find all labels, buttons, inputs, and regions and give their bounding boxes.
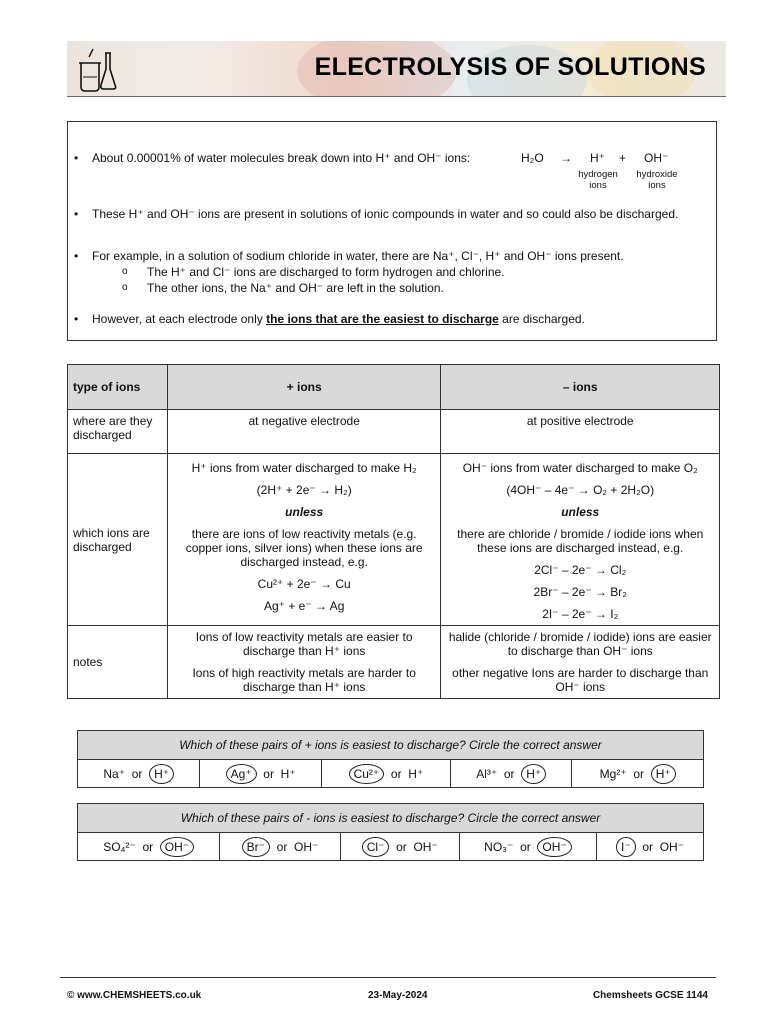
answer-option-a[interactable]: Al³⁺ — [476, 766, 498, 781]
cell: Ions of low reactivity metals are easier to discharge than H⁺ ions Ions of high reactivity metals are harder to discharge than H⁺ ions — [167, 626, 441, 699]
intro-bullet-4: • However, at each electrode only the ions that are the easiest to discharge are discharged. — [74, 312, 585, 326]
eq-plus: + — [619, 151, 627, 165]
row-label: notes — [68, 626, 168, 699]
emphasis-text: the ions that are the easiest to discharge — [266, 312, 499, 326]
header-banner — [67, 41, 726, 97]
eq-product-h: H⁺ — [590, 151, 605, 165]
footer-date: 23-May-2024 — [368, 990, 428, 1001]
answer-option-b[interactable]: OH⁻ — [659, 839, 685, 854]
answer-option-pair[interactable] — [340, 833, 459, 861]
question-negative-ions — [77, 803, 704, 861]
answer-option-a[interactable]: I⁻ — [616, 837, 636, 857]
header-minus-ions: – ions — [441, 365, 720, 410]
or-text: or — [497, 766, 522, 781]
header-type: type of ions — [68, 365, 168, 410]
answer-option-a[interactable]: Mg²⁺ — [599, 766, 627, 781]
eq-product-oh: OH⁻ — [644, 151, 669, 165]
answer-option-a[interactable]: Cl⁻ — [362, 837, 390, 857]
answer-option-b[interactable]: H⁺ — [521, 764, 546, 784]
answer-option-b[interactable]: H⁺ — [149, 764, 174, 784]
answer-option-a[interactable]: Na⁺ — [103, 766, 126, 781]
answer-option-pair[interactable] — [597, 833, 704, 861]
eq-arrow: → — [560, 151, 572, 165]
page-title: ELECTROLYSIS OF SOLUTIONS — [314, 53, 706, 81]
question-positive-ions — [77, 730, 704, 788]
answer-option-b[interactable]: H⁺ — [408, 766, 424, 781]
table-header-row — [68, 365, 720, 410]
table-row — [68, 410, 720, 454]
footer-divider — [60, 977, 716, 978]
label-hydrogen-ions: hydrogen ions — [578, 169, 618, 191]
answer-option-pair[interactable] — [78, 760, 200, 788]
answer-option-b[interactable]: OH⁻ — [294, 839, 319, 854]
answer-option-pair[interactable] — [459, 833, 596, 861]
answer-option-pair[interactable] — [200, 760, 321, 788]
footer-copyright: © www.CHEMSHEETS.co.uk — [67, 990, 202, 1001]
footer-code: Chemsheets GCSE 1144 — [592, 990, 708, 1001]
cell: at positive electrode — [441, 410, 720, 454]
cell: OH⁻ ions from water discharged to make O₂ (4OH⁻ – 4e⁻ → O₂ + 2H₂O) unless there are chloride / bromide / iodide ions when these ions are discharged instead, e.g. 2Cl⁻ – 2e⁻ → Cl₂ 2Br⁻ – 2e⁻ → Br₂ 2I⁻ – 2e⁻ → I₂ — [441, 454, 720, 626]
eq-reactant: H₂O — [521, 151, 544, 165]
or-text: or — [626, 766, 651, 781]
answer-option-pair[interactable] — [78, 833, 220, 861]
answer-option-b[interactable]: H⁺ — [651, 764, 676, 784]
answer-option-pair[interactable] — [572, 760, 704, 788]
intro-bullet-1: • About 0.00001% of water molecules break down into H⁺ and OH⁻ ions: — [74, 151, 471, 165]
question-prompt: Which of these pairs of - ions is easiest to discharge? Circle the correct answer — [78, 804, 704, 833]
answer-option-a[interactable]: Ag⁺ — [226, 764, 257, 784]
answer-option-b[interactable]: OH⁻ — [160, 837, 194, 857]
header-plus-ions: + ions — [167, 365, 441, 410]
or-text: or — [635, 839, 660, 854]
or-text: or — [135, 839, 160, 854]
or-text: or — [269, 839, 294, 854]
intro-sub-2: o The other ions, the Na⁺ and OH⁻ are left in the solution. — [122, 281, 444, 295]
table-row — [68, 454, 720, 626]
label-hydroxide-ions: hydroxide ions — [636, 169, 678, 191]
row-label: where are they discharged — [68, 410, 168, 454]
answer-option-pair[interactable] — [451, 760, 572, 788]
answer-row — [78, 760, 704, 788]
answer-option-a[interactable]: Br⁻ — [242, 837, 270, 857]
table-row — [68, 626, 720, 699]
or-text: or — [389, 839, 414, 854]
ion-discharge-table — [67, 364, 720, 699]
question-prompt: Which of these pairs of + ions is easiest to discharge? Circle the correct answer — [78, 731, 704, 760]
lab-glassware-icon — [75, 47, 121, 93]
cell: at negative electrode — [167, 410, 441, 454]
row-label: which ions are discharged — [68, 454, 168, 626]
or-text: or — [125, 766, 150, 781]
or-text: or — [513, 839, 538, 854]
intro-sub-1: o The H⁺ and Cl⁻ ions are discharged to form hydrogen and chlorine. — [122, 265, 505, 279]
answer-row — [78, 833, 704, 861]
answer-option-b[interactable]: OH⁻ — [537, 837, 571, 857]
answer-option-a[interactable]: Cu²⁺ — [349, 764, 385, 784]
answer-option-b[interactable]: H⁺ — [280, 766, 296, 781]
cell: halide (chloride / bromide / iodide) ions are easier to discharge than OH⁻ ions other negative Ions are harder to discharge than OH⁻ ions — [441, 626, 720, 699]
or-text: or — [256, 766, 281, 781]
or-text: or — [384, 766, 409, 781]
answer-option-a[interactable]: NO₃⁻ — [484, 839, 514, 854]
answer-option-a[interactable]: SO₄²⁻ — [103, 839, 136, 854]
intro-bullet-3: • For example, in a solution of sodium chloride in water, there are Na⁺, Cl⁻, H⁺ and OH⁻ ions present. — [74, 249, 624, 263]
intro-bullet-2: • These H⁺ and OH⁻ ions are present in solutions of ionic compounds in water and so could also be discharged. — [74, 207, 679, 221]
answer-option-pair[interactable] — [220, 833, 340, 861]
cell: H⁺ ions from water discharged to make H₂ (2H⁺ + 2e⁻ → H₂) unless there are ions of low reactivity metals (e.g. copper ions, silver ions) when these ions are discharged instead, e.g. Cu²⁺ + 2e⁻ → Cu Ag⁺ + e⁻ → Ag — [167, 454, 441, 626]
intro-box — [67, 121, 717, 341]
answer-option-b[interactable]: OH⁻ — [413, 839, 438, 854]
answer-option-pair[interactable] — [321, 760, 450, 788]
